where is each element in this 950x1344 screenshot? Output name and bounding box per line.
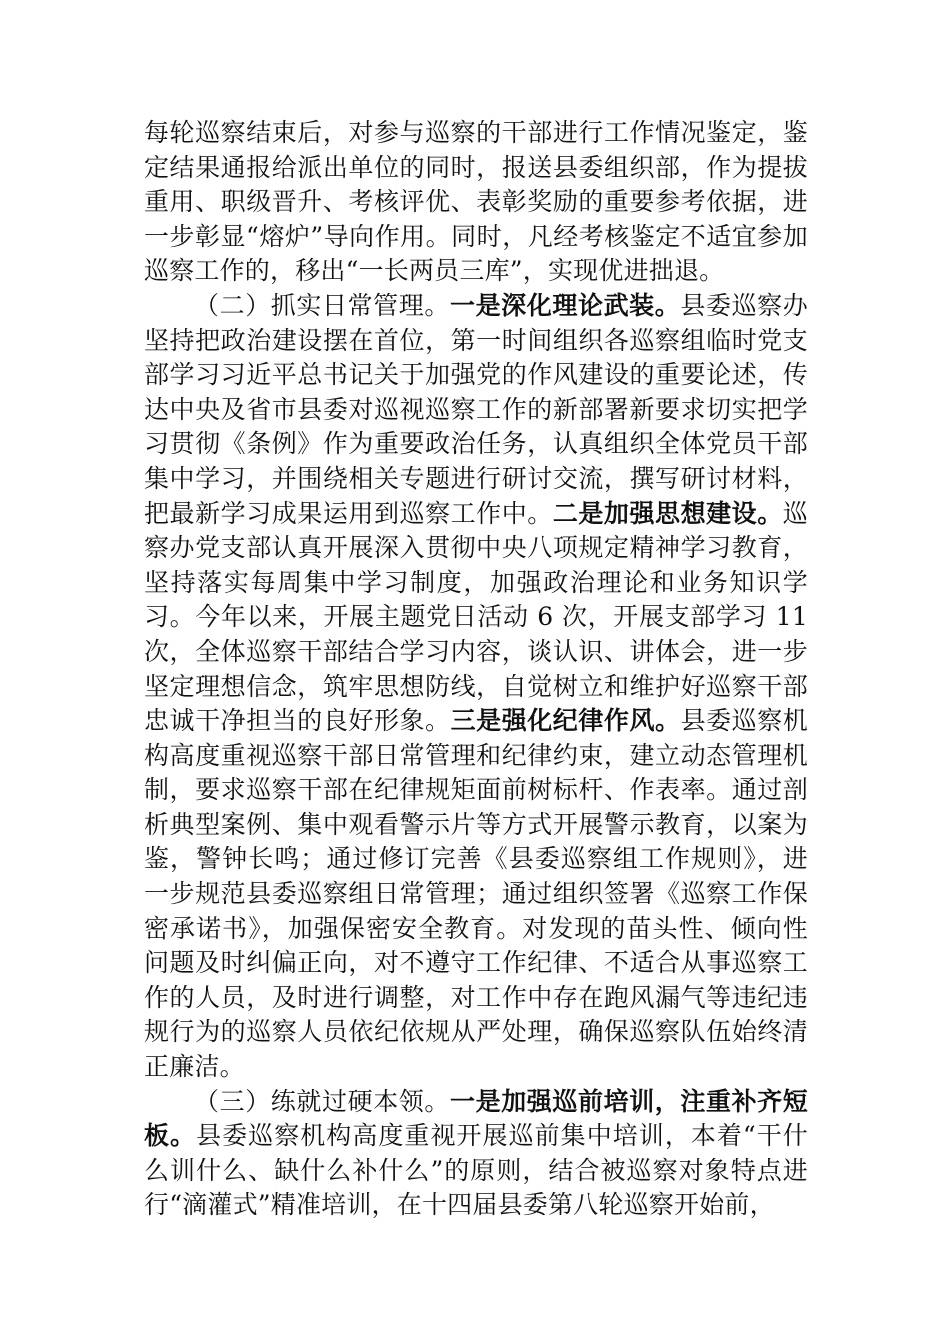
section-3-point-1-text: 县委巡察机构高度重视开展巡前集中培训，本着“干什么训什么、缺什么补什么”的原则，结合被巡察对象特点进行“滴灌式”精准培训，在十四届县委第八轮巡察开始前， [144,1121,808,1220]
paragraph-1 [144,116,808,289]
point-3-text: 县委巡察机构高度重视巡察干部日常管理和纪律约束，建立动态管理机制，要求巡察干部在纪律规矩面前树标杆、作表率。通过剖析典型案例、集中观看警示片等方式开展警示教育，以案为鉴，警钟长鸣；通过修订完善《县委巡察组工作规则》，进一步规范县委巡察组日常管理；通过组织签署《巡察工作保密承诺书》，加强保密安全教育。对发现的苗头性、倾向性问题及时纠偏正向，对不遵守工作纪律、不适合从事巡察工作的人员，及时进行调整，对工作中存在跑风漏气等违纪违规行为的巡察人员依纪依规从严处理，确保巡察队伍始终清正廉洁。 [144,706,808,1082]
point-1-heading: 一是深化理论武装。 [449,290,681,320]
section-2-heading: （二）抓实日常管理。 [194,290,450,320]
document-body [144,116,808,1223]
point-3-heading: 三是强化纪律作风。 [450,706,681,736]
paragraph-2 [144,289,808,1085]
section-3-point-1-heading: 一是加强巡前培训，注重补齐短板。 [144,1086,808,1151]
point-2-text: 巡察办党支部认真开展深入贯彻中央八项规定精神学习教育，坚持落实每周集中学习制度，加强政治理论和业务知识学习。今年以来，开展主题党日活动 6 次，开展支部学习 11 次，全体巡察干部结合学习内容，谈认识、讲体会，进一步坚定理想信念，筑牢思想防线，自觉树立和维护好巡察干部忠诚干净担当的良好形象。 [144,498,808,736]
paragraph-1-text: 每轮巡察结束后，对参与巡察的干部进行工作情况鉴定，鉴定结果通报给派出单位的同时，报送县委组织部，作为提拔重用、职级晋升、考核评优、表彰奖励的重要参考依据，进一步彰显“熔炉”导向作用。同时，凡经考核鉴定不适宜参加巡察工作的，移出“一长两员三库”，实现优进拙退。 [144,118,808,286]
section-3-heading: （三）练就过硬本领。 [194,1086,450,1116]
point-1-text: 县委巡察办坚持把政治建设摆在首位，第一时间组织各巡察组临时党支部学习习近平总书记关于加强党的作风建设的重要论述，传达中央及省市县委对巡视巡察工作的新部署新要求切实把学习贯彻《条例》作为重要政治任务，认真组织全体党员干部集中学习，并围绕相关专题进行研讨交流，撰写研讨材料，把最新学习成果运用到巡察工作中。 [144,290,808,528]
paragraph-3 [144,1085,808,1223]
point-2-heading: 二是加强思想建设。 [552,498,783,528]
